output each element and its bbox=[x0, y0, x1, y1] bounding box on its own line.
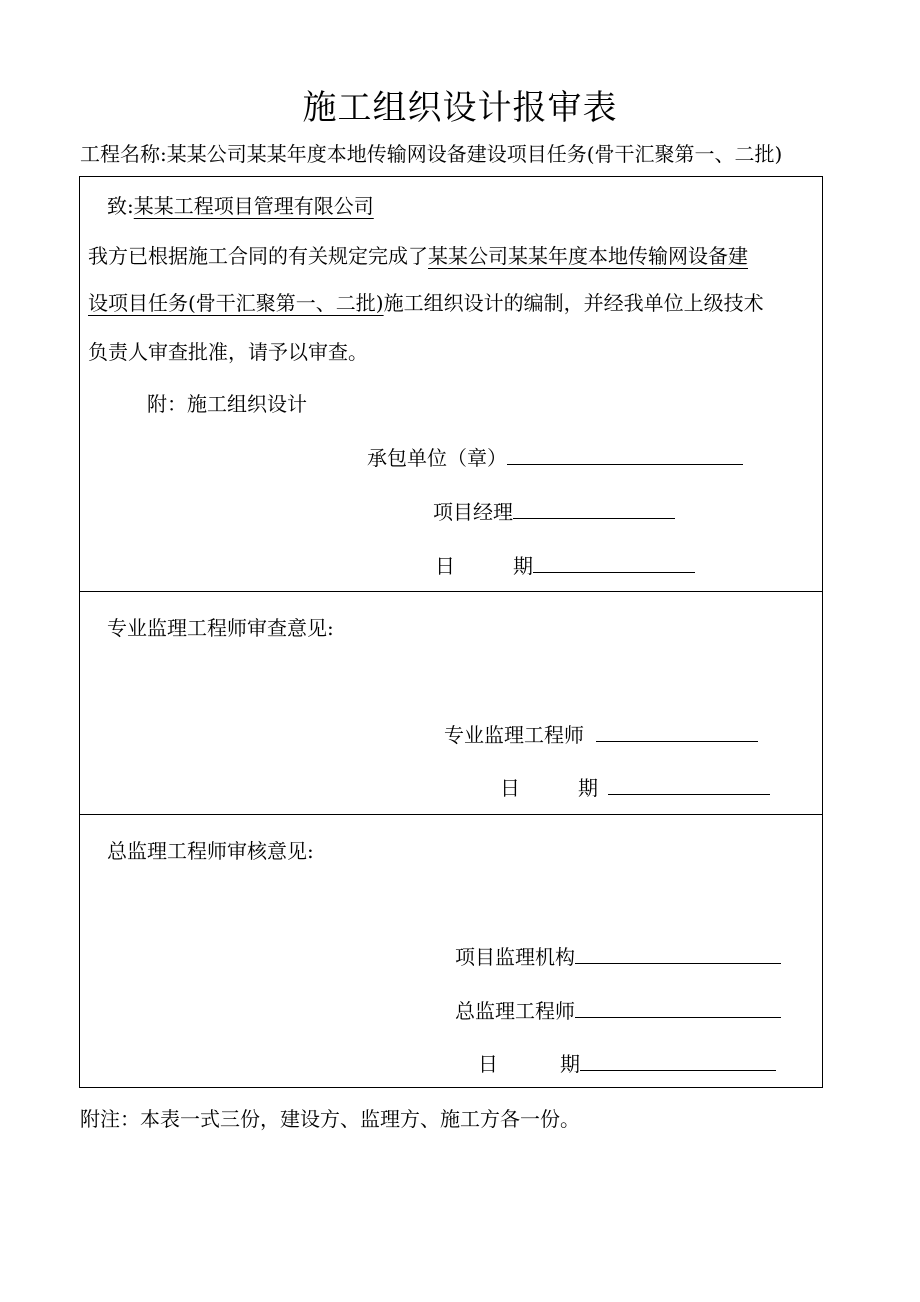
page-title: 施工组织设计报审表 bbox=[302, 88, 618, 128]
contractor-row bbox=[367, 442, 743, 471]
contractor-signature-field[interactable] bbox=[507, 444, 743, 465]
attachment-line: 附：施工组织设计 bbox=[147, 392, 307, 416]
chief-engineer-label: 总监理工程师 bbox=[455, 999, 575, 1023]
date-row-2: 日 期 bbox=[500, 772, 770, 801]
divider-2 bbox=[79, 814, 823, 815]
addressee-company: 某某工程项目管理有限公司 bbox=[133, 194, 374, 218]
addressee-row bbox=[107, 190, 384, 219]
agency-row bbox=[455, 941, 781, 970]
body-line-3: 负责人审查批准，请予以审查。 bbox=[88, 340, 368, 364]
project-name-value: 某某公司某某年度本地传输网设备建设项目任务(骨干汇聚第一、二批) bbox=[166, 142, 783, 166]
date-field-1[interactable] bbox=[533, 552, 695, 573]
chief-opinion-heading: 总监理工程师审核意见: bbox=[107, 839, 314, 863]
agency-signature-field[interactable] bbox=[575, 943, 781, 964]
divider-1 bbox=[79, 591, 823, 592]
manager-row bbox=[433, 496, 675, 525]
manager-signature-field[interactable] bbox=[513, 498, 675, 519]
date-row-1: 日 期 bbox=[435, 550, 695, 579]
manager-label: 项目经理 bbox=[433, 500, 513, 524]
body-line-1: 我方已根据施工合同的有关规定完成了某某公司某某年度本地传输网设备建 bbox=[88, 244, 748, 268]
body-project-name: 某某公司某某年度本地传输网设备建 bbox=[428, 244, 748, 268]
specialist-opinion-heading: 专业监理工程师审查意见: bbox=[107, 616, 334, 640]
contractor-label: 承包单位（章） bbox=[367, 446, 507, 470]
body-line-2: 设项目任务(骨干汇聚第一、二批)施工组织设计的编制，并经我单位上级技术 bbox=[88, 291, 764, 315]
date-row-3: 日 期 bbox=[478, 1048, 776, 1077]
project-name-label: 工程名称: bbox=[80, 142, 167, 166]
specialist-engineer-signature-field[interactable] bbox=[596, 721, 758, 742]
project-name-row bbox=[80, 138, 782, 167]
date-field-3[interactable] bbox=[580, 1050, 776, 1071]
specialist-engineer-label: 专业监理工程师 bbox=[444, 723, 584, 747]
addressee-label: 致: bbox=[107, 194, 134, 218]
footer-note: 附注：本表一式三份，建设方、监理方、施工方各一份。 bbox=[80, 1107, 580, 1131]
agency-label: 项目监理机构 bbox=[455, 945, 575, 969]
body-project-name-cont: 设项目任务(骨干汇聚第一、二批) bbox=[88, 291, 384, 315]
specialist-engineer-row bbox=[444, 719, 758, 748]
chief-engineer-row bbox=[455, 995, 781, 1024]
date-field-2[interactable] bbox=[608, 774, 770, 795]
chief-engineer-signature-field[interactable] bbox=[575, 997, 781, 1018]
